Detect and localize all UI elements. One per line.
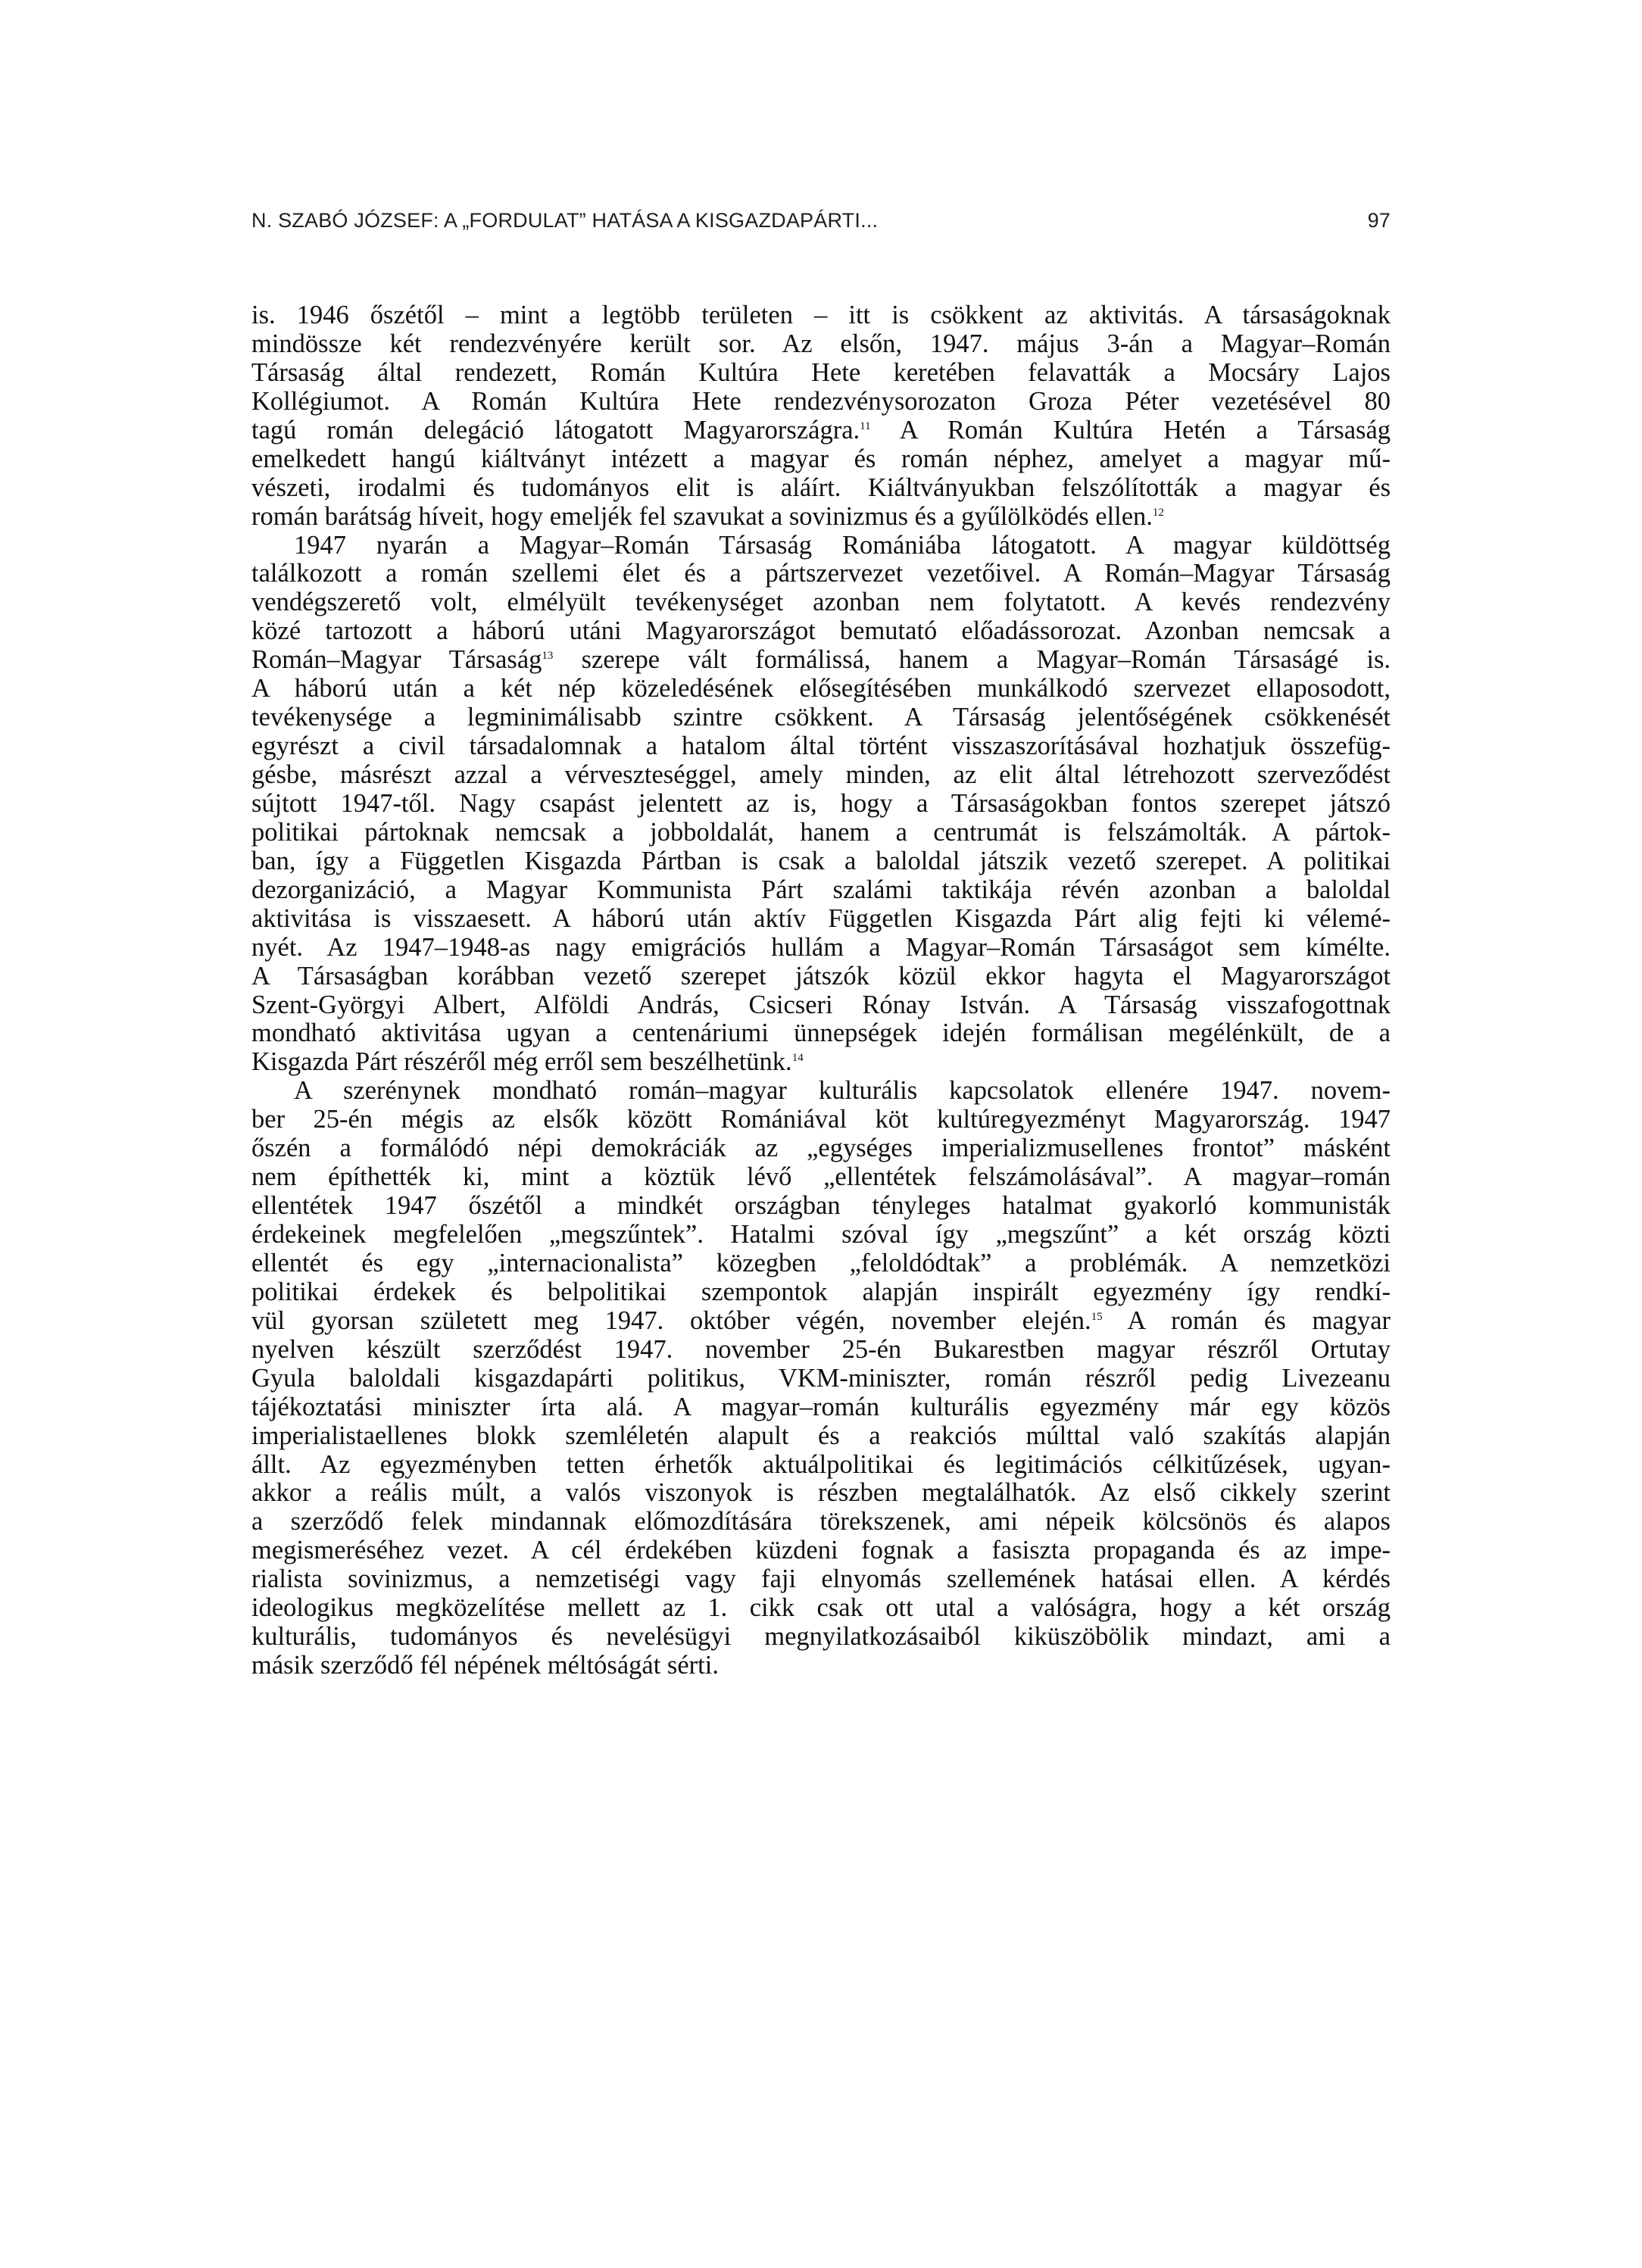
text-line [251, 675, 1391, 703]
text-line [251, 1623, 1391, 1652]
text-line [251, 1048, 1391, 1077]
text-line [251, 1249, 1391, 1278]
text-line [251, 991, 1391, 1020]
line-text: Román–Magyar Társaság [251, 645, 542, 675]
text-line [251, 1106, 1391, 1134]
line-text: politikai pártoknak nemcsak a jobboldalát, hanem a centrumát is felszámolták. A pártok- [251, 817, 1391, 847]
line-text-continued: A Román Kultúra Hetén a Társaság [870, 415, 1391, 445]
text-line [251, 1393, 1391, 1422]
line-text-continued: A román és magyar [1102, 1306, 1391, 1335]
text-line [251, 646, 1391, 675]
line-text-continued: szerepe vált formálissá, hanem a Magyar–Román Társaságé is. [553, 645, 1391, 675]
text-line [251, 1134, 1391, 1163]
line-text: mindössze két rendezvényére került sor. Az elsőn, 1947. május 3-án a Magyar–Román [251, 329, 1391, 358]
line-text: Szent-Györgyi Albert, Alföldi András, Csicseri Rónay István. A Társaság visszafogottnak [251, 990, 1391, 1019]
text-line [251, 1192, 1391, 1221]
line-text: sújtott 1947-től. Nagy csapást jelentett az is, hogy a Társaságokban fontos szerepet játszó [251, 788, 1391, 818]
text-line [251, 876, 1391, 905]
text-line [251, 1451, 1391, 1480]
text-line [251, 1508, 1391, 1536]
text-line [251, 1307, 1391, 1336]
line-text: nem építhették ki, mint a köztük lévő „ellentétek felszámolásával”. A magyar–román [251, 1162, 1391, 1192]
text-line [251, 503, 1391, 532]
line-text: tájékoztatási miniszter írta alá. A magyar–román kulturális egyezmény már egy közös [251, 1392, 1391, 1421]
line-text: ber 25-én mégis az elsők között Romániával köt kultúregyezményt Magyarország. 1947 [251, 1105, 1391, 1134]
text-line [251, 1422, 1391, 1451]
text-line [251, 330, 1391, 359]
text-line [251, 416, 1391, 445]
line-text: ellentét és egy „internacionalista” közegben „feloldódtak” a problémák. A nemzetközi [251, 1248, 1391, 1278]
line-text: imperialistaellenes blokk szemléletén alapult és a reakciós múlttal való szakítás alapján [251, 1421, 1391, 1450]
line-text: 1947 nyarán a Magyar–Román Társaság Romániába látogatott. A magyar küldöttség [294, 530, 1391, 560]
text-line [251, 1652, 1391, 1680]
text-line [251, 819, 1391, 847]
line-text: A háború után a két nép közeledésének elősegítésében munkálkodó szervezet ellaposodott, [251, 674, 1391, 703]
line-text: megismeréséhez vezet. A cél érdekében küzdeni fognak a fasiszta propaganda és az impe- [251, 1536, 1391, 1565]
line-text: ban, így a Független Kisgazda Pártban is csak a baloldal játszik vezető szerepet. A politikai [251, 846, 1391, 875]
line-text: vül gyorsan született meg 1947. október végén, november elején. [251, 1306, 1091, 1335]
text-line [251, 1336, 1391, 1365]
text-line [251, 1019, 1391, 1048]
line-text: Kisgazda Párt részéről még erről sem beszélhetünk. [251, 1047, 792, 1077]
line-text: másik szerződő fél népének méltóságát sérti. [251, 1651, 719, 1680]
page-number: 97 [1367, 209, 1391, 232]
line-text: őszén a formálódó népi demokráciák az „egységes imperializmusellenes frontot” másként [251, 1134, 1391, 1163]
text-line [251, 703, 1391, 732]
line-text: akkor a reális múlt, a valós viszonyok is részben megtalálhatók. Az első cikkely szerint [251, 1478, 1391, 1508]
line-text: emelkedett hangú kiáltványt intézett a magyar és román néphez, amelyet a magyar mű- [251, 444, 1391, 473]
line-text: gésbe, másrészt azzal a vérveszteséggel, amely minden, az elit által létrehozott szerveződést [251, 760, 1391, 789]
line-text: a szerződő felek mindannak előmozdítására törekszenek, ami népeik kölcsönös és alapos [251, 1507, 1391, 1536]
text-line [251, 1278, 1391, 1307]
line-text: A Társaságban korábban vezető szerepet játszók közül ekkor hagyta el Magyarországot [251, 961, 1391, 990]
text-line [251, 761, 1391, 790]
page-header [251, 209, 1391, 239]
text-line [251, 1565, 1391, 1594]
line-text: is. 1946 őszétől – mint a legtöbb területen – itt is csökkent az aktivitás. A társaságoknak [251, 301, 1391, 329]
text-line [251, 1077, 1391, 1106]
text-line [251, 934, 1391, 962]
text-line [251, 1163, 1391, 1192]
text-line [251, 532, 1391, 560]
line-text: Gyula baloldali kisgazdapárti politikus, VKM-miniszter, román részről pedig Livezeanu [251, 1363, 1391, 1393]
line-text: vészeti, irodalmi és tudományos elit is aláírt. Kiáltványukban felszólították a magyar és [251, 473, 1391, 502]
line-text: nyét. Az 1947–1948-as nagy emigrációs hullám a Magyar–Román Társaságot sem kímélte. [251, 932, 1391, 962]
footnote-marker: 14 [791, 1052, 804, 1065]
line-text: találkozott a román szellemi élet és a pártszervezet vezetőivel. A Román–Magyar Társaság [251, 559, 1391, 588]
text-line [251, 359, 1391, 388]
line-text: állt. Az egyezményben tetten érhetők aktuálpolitikai és legitimációs célkitűzések, ugyan- [251, 1449, 1391, 1479]
line-text: román barátság híveit, hogy emeljék fel szavukat a sovinizmus és a gyűlölködés ellen. [251, 501, 1153, 531]
line-text: nyelven készült szerződést 1947. november 25-én Bukarestben magyar részről Ortutay [251, 1334, 1391, 1364]
line-text: mondható aktivitása ugyan a centenáriumi ünnepségek idején formálisan megélénkült, de a [251, 1019, 1391, 1048]
line-text: Kollégiumot. A Román Kultúra Hete rendezvénysorozaton Groza Péter vezetésével 80 [251, 386, 1391, 416]
text-line [251, 1536, 1391, 1565]
footnote-marker: 12 [1152, 506, 1164, 519]
line-text: A szerénynek mondható román–magyar kulturális kapcsolatok ellenére 1947. novem- [294, 1076, 1391, 1106]
line-text: érdekeinek megfelelően „megszűntek”. Hatalmi szóval így „megszűnt” a két ország közti [251, 1220, 1391, 1249]
line-text: tevékenysége a legminimálisabb szintre csökkent. A Társaság jelentőségének csökkenését [251, 703, 1391, 732]
text-line [251, 445, 1391, 474]
text-line [251, 560, 1391, 588]
body-text [251, 301, 1391, 1680]
text-line [251, 1221, 1391, 1249]
text-line [251, 790, 1391, 819]
line-text: közé tartozott a háború utáni Magyarországot bemutató előadássorozat. Azonban nemcsak a [251, 616, 1391, 646]
line-text: ellentétek 1947 őszétől a mindkét országban tényleges hatalmat gyakorló kommunisták [251, 1191, 1391, 1221]
text-line [251, 732, 1391, 761]
line-text: politikai érdekek és belpolitikai szempontok alapján inspirált egyezmény így rendkí- [251, 1277, 1391, 1306]
line-text: egyrészt a civil társadalomnak a hatalom által történt visszaszorításával hozhatjuk összefüg- [251, 732, 1391, 761]
line-text: kulturális, tudományos és nevelésügyi megnyilatkozásaiból kiküszöbölik mindazt, ami a [251, 1622, 1391, 1652]
text-line [251, 1594, 1391, 1623]
line-text: rialista sovinizmus, a nemzetiségi vagy faji elnyomás szellemének hatásai ellen. A kérdés [251, 1565, 1391, 1594]
text-line [251, 905, 1391, 934]
text-line [251, 588, 1391, 617]
text-line [251, 388, 1391, 416]
footnote-marker: 11 [860, 420, 871, 432]
line-text: ideologikus megközelítése mellett az 1. cikk csak ott utal a valóságra, hogy a két ország [251, 1593, 1391, 1623]
text-line [251, 1365, 1391, 1393]
text-line [251, 847, 1391, 876]
text-line [251, 617, 1391, 646]
footnote-marker: 15 [1091, 1310, 1103, 1323]
text-line [251, 962, 1391, 991]
running-title: N. SZABÓ JÓZSEF: A „FORDULAT” HATÁSA A KISGAZDAPÁRTI... [251, 209, 879, 232]
line-text: Társaság által rendezett, Román Kultúra Hete keretében felavatták a Mocsáry Lajos [251, 357, 1391, 387]
line-text: dezorganizáció, a Magyar Kommunista Párt szalámi taktikája révén azonban a baloldal [251, 875, 1391, 904]
text-line [251, 1479, 1391, 1508]
footnote-marker: 13 [542, 650, 554, 663]
text-line [251, 301, 1391, 330]
line-text: aktivitása is visszaesett. A háború után aktív Független Kisgazda Párt alig fejti ki vélemé- [251, 903, 1391, 933]
text-line [251, 474, 1391, 503]
line-text: tagú román delegáció látogatott Magyarországra. [251, 415, 860, 445]
line-text: vendégszerető volt, elmélyült tevékenységet azonban nem folytatott. A kevés rendezvény [251, 588, 1391, 617]
